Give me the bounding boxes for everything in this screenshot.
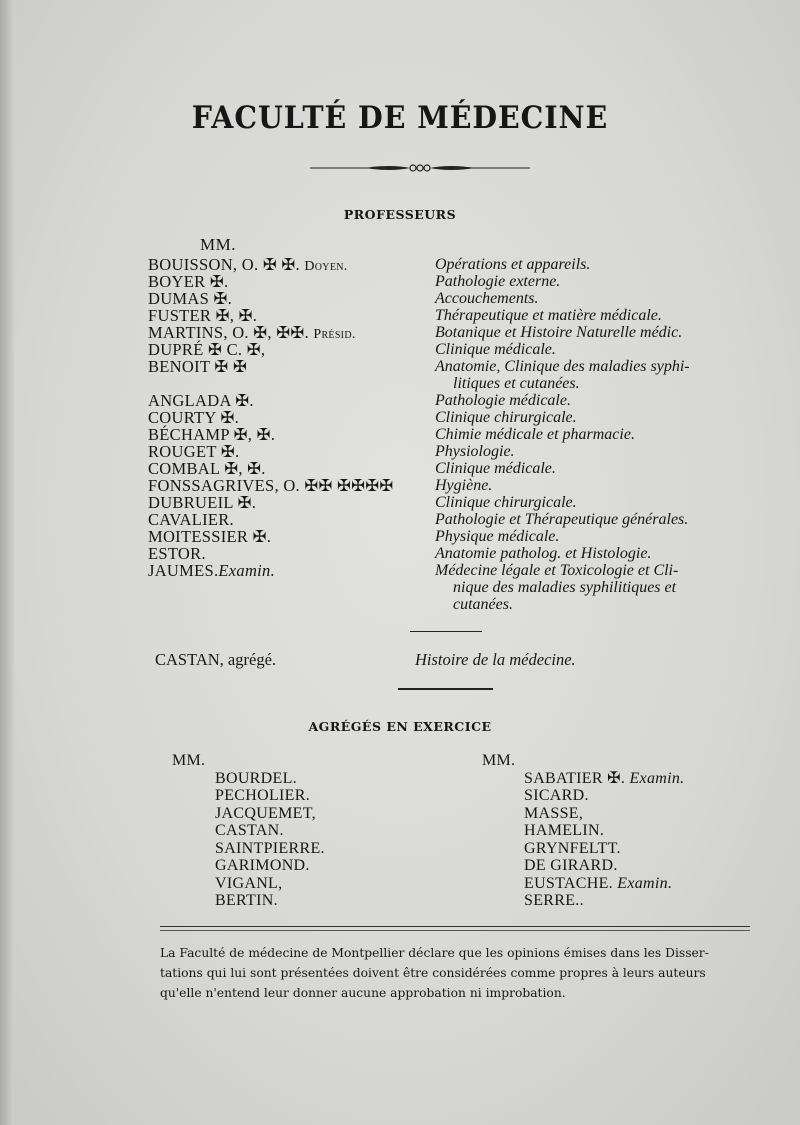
professor-chair: Pathologie et Thérapeutique générales. [435, 511, 689, 528]
page-title: FACULTÉ DE MÉDECINE [191, 100, 609, 136]
professor-name: BÉCHAMP ✠, ✠. [148, 425, 276, 444]
professor-row [148, 545, 768, 562]
agrege-left-item: JACQUEMET, [215, 804, 316, 822]
footer-rule [160, 926, 750, 927]
professor-role: Examin. [218, 561, 276, 580]
professor-row [148, 528, 768, 545]
professor-name: BOYER ✠. [148, 272, 229, 291]
divider-agreges [398, 688, 493, 690]
professor-chair: Médecine légale et Toxicologie et Cli- [435, 562, 679, 579]
professor-name: CAVALIER. [148, 510, 234, 529]
professor-row [148, 460, 768, 477]
professor-chair: Anatomie, Clinique des maladies syphi- [435, 358, 690, 375]
footer-rule-thin [160, 930, 750, 931]
professor-chair: Pathologie médicale. [435, 392, 571, 409]
agrege-right-name: GRYNFELTT. [524, 839, 621, 857]
castan-name: CASTAN, agrégé. [155, 650, 277, 669]
agrege-right-name: EUSTACHE. [524, 874, 618, 892]
agrege-right-name: SICARD. [524, 787, 589, 804]
professor-chair: Clinique chirurgicale. [435, 409, 577, 426]
note-line: tations qui lui sont présentées doivent être considérées comme propres à leurs auteurs [160, 966, 706, 980]
agrege-right-name: SERRE.. [524, 892, 584, 909]
professor-chair: Clinique chirurgicale. [435, 494, 577, 511]
professor-row [148, 290, 768, 307]
professor-chair: Physiologie. [435, 443, 515, 460]
professor-row [148, 596, 768, 613]
professor-row [148, 324, 768, 341]
agrege-right-item [524, 822, 684, 840]
agrege-left-item: BERTIN. [215, 892, 278, 909]
professor-name: ANGLADA ✠. [148, 391, 254, 410]
professor-chair: Pathologie externe. [435, 273, 561, 290]
professor-name: MOITESSIER ✠. [148, 527, 272, 546]
title-ornament [310, 160, 530, 176]
professor-role: Présid. [313, 327, 356, 342]
professor-row [148, 392, 768, 409]
professor-name: DUBRUEIL ✠. [148, 493, 257, 512]
agrege-right-item [524, 857, 684, 875]
professor-row [148, 256, 768, 273]
examinateur-label: Examin. [629, 769, 685, 787]
agreges-heading: AGRÉGÉS EN EXERCICE [308, 719, 492, 734]
professor-row [148, 341, 768, 358]
professor-name: BOUISSON, O. ✠ ✠. Doyen. [148, 255, 348, 274]
agrege-left-item: GARIMOND. [215, 857, 310, 874]
agrege-right-item [524, 840, 684, 858]
professeurs-mm: MM. [200, 235, 236, 254]
professor-chair: Clinique médicale. [435, 341, 556, 358]
disclaimer-note [160, 943, 750, 1003]
professor-chair: Chimie médicale et pharmacie. [435, 426, 635, 443]
professor-name: COMBAL ✠, ✠. [148, 459, 266, 478]
note-line: La Faculté de médecine de Montpellier déclare que les opinions émises dans les Disser- [160, 946, 709, 960]
professor-name: DUMAS ✠. [148, 289, 233, 308]
professor-name: ROUGET ✠. [148, 442, 240, 461]
agrege-left-item: BOURDEL. [215, 769, 297, 787]
professor-name: FUSTER ✠, ✠. [148, 306, 258, 325]
divider-short [410, 631, 482, 632]
agreges-right-mm: MM. [482, 752, 516, 769]
professor-chair: Hygiène. [435, 477, 493, 494]
professor-row [148, 375, 768, 392]
agrege-right-item [524, 892, 684, 910]
professor-row [148, 307, 768, 324]
professor-row [148, 443, 768, 460]
agrege-left-item: CASTAN. [215, 822, 284, 839]
professor-name: BENOIT ✠ ✠ [148, 357, 248, 376]
professor-chair: cutanées. [453, 596, 513, 613]
professor-chair: Anatomie patholog. et Histologie. [435, 545, 652, 562]
agrege-left-item: SAINTPIERRE. [215, 839, 325, 857]
professor-name: ESTOR. [148, 544, 206, 563]
agrege-right-item [524, 770, 684, 788]
agrege-right-item [524, 805, 684, 823]
professor-row [148, 511, 768, 528]
castan-chair: Histoire de la médecine. [415, 650, 576, 669]
agrege-left-item: VIGANL, [215, 874, 283, 892]
professor-role: Doyen. [304, 259, 348, 274]
professor-chair: Clinique médicale. [435, 460, 556, 477]
professor-row [148, 358, 768, 375]
agrege-left-item: PECHOLIER. [215, 787, 310, 804]
agreges-left-column [172, 752, 325, 910]
professor-row [148, 477, 768, 494]
professor-chair: nique des maladies syphilitiques et [453, 579, 677, 596]
professor-chair: Thérapeutique et matière médicale. [435, 307, 662, 324]
agrege-right-name: DE GIRARD. [524, 857, 618, 874]
agrege-right-name: HAMELIN. [524, 822, 605, 839]
professor-chair: Opérations et appareils. [435, 256, 591, 273]
agrege-right-item [524, 787, 684, 805]
professor-chair: Botanique et Histoire Naturelle médic. [435, 324, 683, 341]
agrege-right-name: MASSE, [524, 804, 584, 822]
note-line: qu'elle n'entend leur donner aucune approbation ni improbation. [160, 986, 566, 1000]
professor-row [148, 494, 768, 511]
professor-chair: Physique médicale. [435, 528, 560, 545]
examinateur-label: Examin. [617, 874, 673, 892]
professor-row [148, 409, 768, 426]
agreges-right-list [524, 770, 684, 910]
professor-chair: litiques et cutanées. [453, 375, 580, 392]
professor-name: MARTINS, O. ✠, ✠✠. Présid. [148, 323, 356, 342]
agreges-right-column [482, 752, 684, 910]
agreges-left-mm: MM. [172, 752, 206, 769]
professor-row [148, 273, 768, 290]
professor-row [148, 579, 768, 596]
page-edge-shadow [0, 0, 14, 1125]
professor-name: FONSSAGRIVES, O. ✠✠ ✠✠✠✠ [148, 476, 394, 495]
professor-name: JAUMES.Examin. [148, 561, 276, 580]
agrege-right-item [524, 875, 684, 893]
agreges-left-list [215, 770, 325, 910]
professor-row [148, 426, 768, 443]
professor-chair: Accouchements. [435, 290, 539, 307]
professor-name: COURTY ✠. [148, 408, 240, 427]
agrege-right-name: SABATIER ✠. [524, 769, 630, 787]
professor-row [148, 562, 768, 579]
professeurs-heading: PROFESSEURS [343, 207, 457, 222]
professor-name: DUPRÉ ✠ C. ✠, [148, 340, 266, 359]
